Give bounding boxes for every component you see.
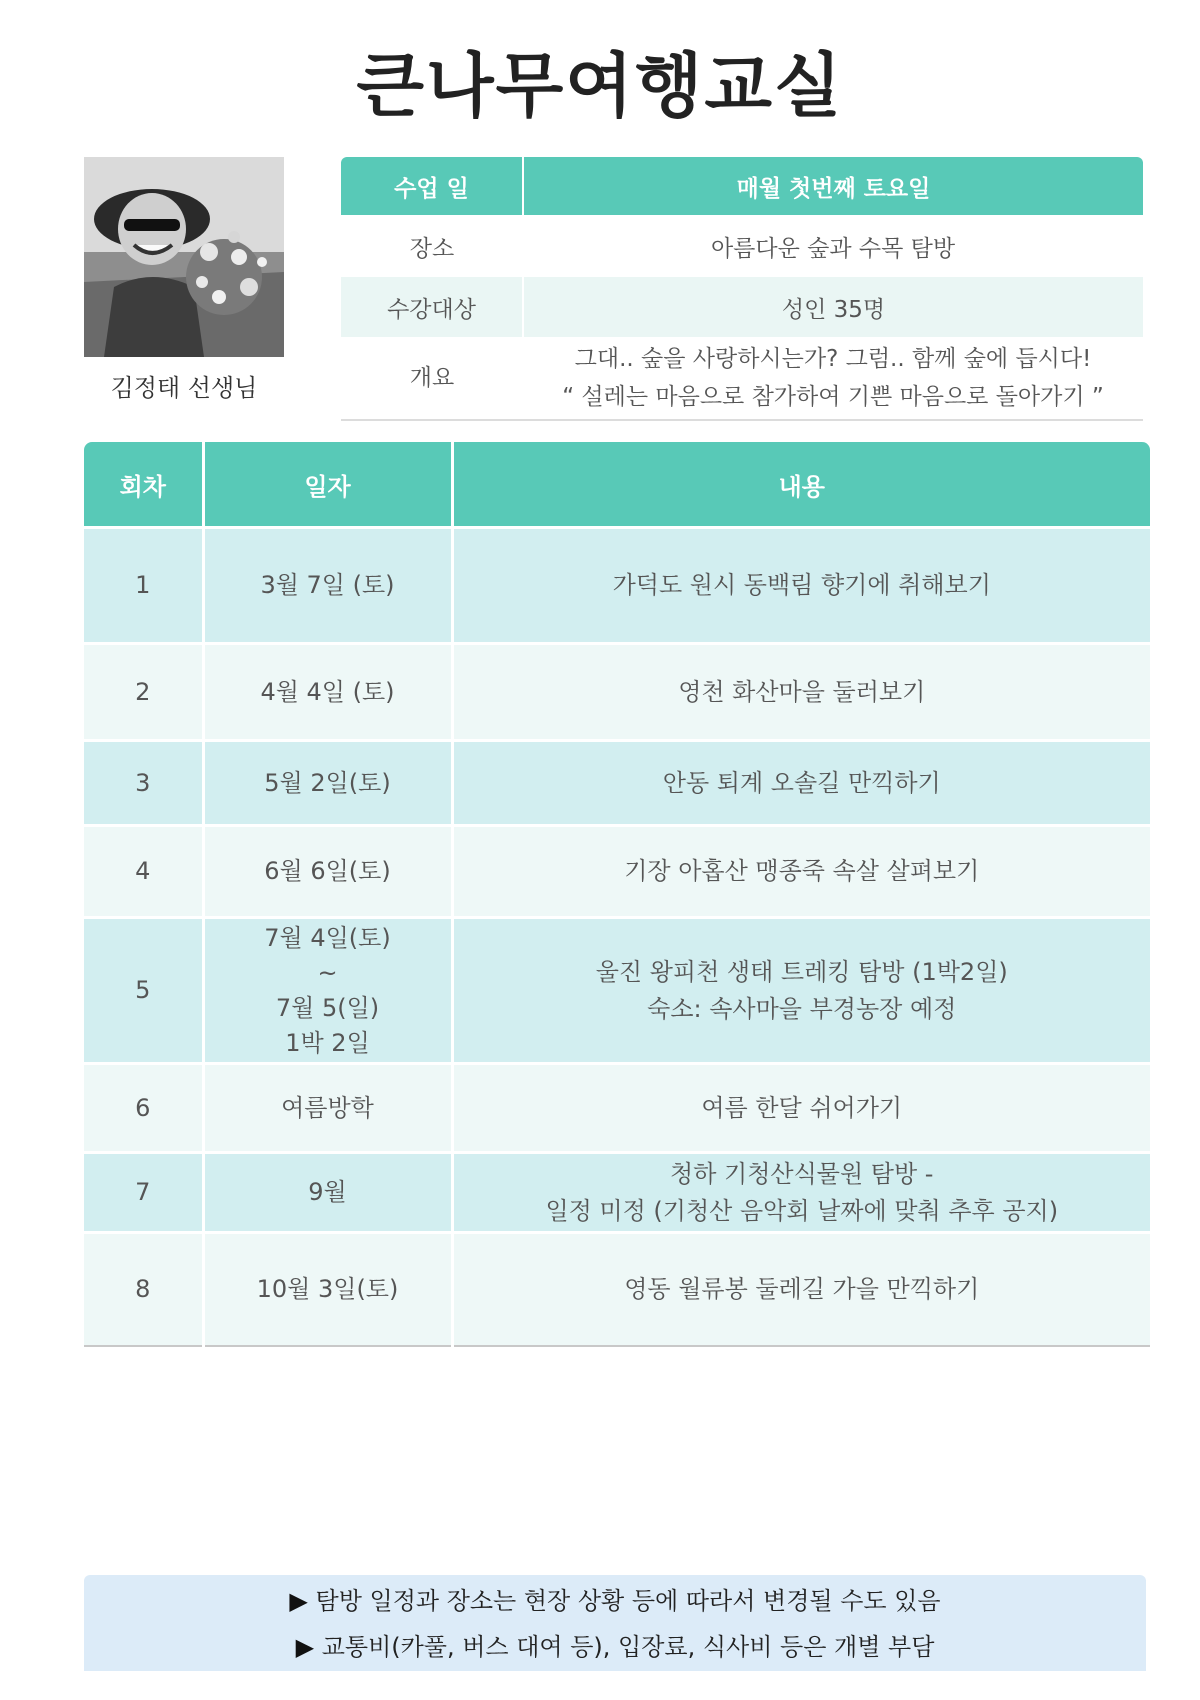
session-date (203, 1233, 452, 1346)
session-content-line: 안동 퇴계 오솔길 만끽하기 (662, 768, 941, 797)
session-content-line: 일정 미정 (기청산 음악회 날짜에 맞춰 추후 공지) (545, 1196, 1059, 1225)
session-number: 6 (84, 1064, 203, 1153)
page-title: 큰나무여행교실 (356, 45, 844, 127)
teacher-name: 김정태 선생님 (110, 374, 258, 402)
session-number: 7 (84, 1153, 203, 1233)
session-content (452, 1233, 1150, 1346)
schedule-header-row (84, 442, 1150, 528)
session-content-line: 숙소: 속사마을 부경농장 예정 (647, 994, 957, 1023)
session-content-line: 가덕도 원시 동백림 향기에 취해보기 (612, 571, 991, 599)
session-date-line: 7월 5(일) (275, 993, 380, 1022)
session-number: 8 (84, 1233, 203, 1346)
schedule-row (84, 1153, 1150, 1233)
session-date-line: 4월 4일 (토) (260, 677, 395, 706)
session-number: 5 (84, 918, 203, 1064)
info-label: 장소 (341, 215, 523, 277)
info-label: 개요 (341, 337, 523, 420)
schedule-row (84, 644, 1150, 741)
session-content-line: 울진 왕피천 생태 트레킹 탐방 (1박2일) (595, 957, 1008, 986)
session-date (203, 1064, 452, 1153)
info-header-label: 수업 일 (341, 157, 523, 215)
session-content-line: 청하 기청산식물원 탐방 - (670, 1159, 934, 1188)
session-number: 1 (84, 528, 203, 644)
class-info-table (341, 157, 1143, 421)
notice-arrow-icon: ▶ (289, 1587, 308, 1615)
schedule-row (84, 1233, 1150, 1346)
teacher-photo-image (84, 157, 284, 357)
session-date-line: 10월 3일(토) (256, 1274, 399, 1303)
header-session: 회차 (84, 442, 203, 528)
session-content (452, 528, 1150, 644)
session-content-line: 여름 한달 쉬어가기 (701, 1093, 903, 1122)
schedule-row (84, 528, 1150, 644)
schedule-row (84, 741, 1150, 826)
info-header-value: 매월 첫번째 토요일 (523, 157, 1143, 215)
info-label: 수강대상 (341, 277, 523, 337)
session-date-line: 9월 (308, 1178, 347, 1206)
info-value: 성인 35명 (523, 277, 1143, 337)
session-date (203, 826, 452, 918)
session-content-line: 영동 월류봉 둘레길 가을 만끽하기 (624, 1274, 980, 1303)
schedule-row (84, 1064, 1150, 1153)
session-number: 3 (84, 741, 203, 826)
session-date-line: 1박 2일 (285, 1028, 370, 1057)
session-content-line: 영천 화산마을 둘러보기 (678, 677, 926, 706)
session-content (452, 644, 1150, 741)
header-date: 일자 (203, 442, 452, 528)
session-content (452, 1064, 1150, 1153)
session-date (203, 918, 452, 1064)
session-date-line: 6월 6일(토) (264, 857, 391, 885)
session-date-line: 여름방학 (281, 1093, 374, 1122)
session-date (203, 644, 452, 741)
session-content (452, 918, 1150, 1064)
session-number: 4 (84, 826, 203, 918)
session-content (452, 826, 1150, 918)
session-date-line: 7월 4일(토) (264, 923, 391, 952)
info-row-location (341, 215, 1143, 277)
session-content-line: 기장 아홉산 맹종죽 속살 살펴보기 (624, 857, 980, 885)
session-date (203, 528, 452, 644)
info-value (523, 337, 1143, 420)
schedule-row (84, 918, 1150, 1064)
notice-text: 탐방 일정과 장소는 현장 상황 등에 따라서 변경될 수도 있음 (315, 1587, 941, 1615)
info-row-target (341, 277, 1143, 337)
session-content (452, 1153, 1150, 1233)
teacher-photo (84, 157, 284, 357)
schedule-row (84, 826, 1150, 918)
header-content: 내용 (452, 442, 1150, 528)
info-row-overview (341, 337, 1143, 420)
info-value: 아름다운 숲과 수목 탐방 (523, 215, 1143, 277)
session-date (203, 741, 452, 826)
overview-line-1: 그대.. 숲을 사랑하시는가? 그럼.. 함께 숲에 듭시다! (574, 346, 1092, 372)
session-number: 2 (84, 644, 203, 741)
session-content (452, 741, 1150, 826)
notice-line (84, 1624, 1146, 1670)
session-date-line: ~ (317, 958, 338, 987)
notice-line (84, 1578, 1146, 1624)
info-header-row (341, 157, 1143, 215)
notice-arrow-icon: ▶ (295, 1633, 315, 1661)
notice-text: 교통비(카풀, 버스 대여 등), 입장료, 식사비 등은 개별 부담 (321, 1633, 935, 1661)
schedule-table (84, 442, 1150, 1347)
session-date-line: 5월 2일(토) (264, 768, 391, 797)
overview-line-2: “ 설레는 마음으로 참가하여 기쁜 마음으로 돌아가기 ” (562, 384, 1104, 410)
session-date (203, 1153, 452, 1233)
notice-box (84, 1575, 1146, 1671)
session-date-line: 3월 7일 (토) (260, 571, 395, 599)
